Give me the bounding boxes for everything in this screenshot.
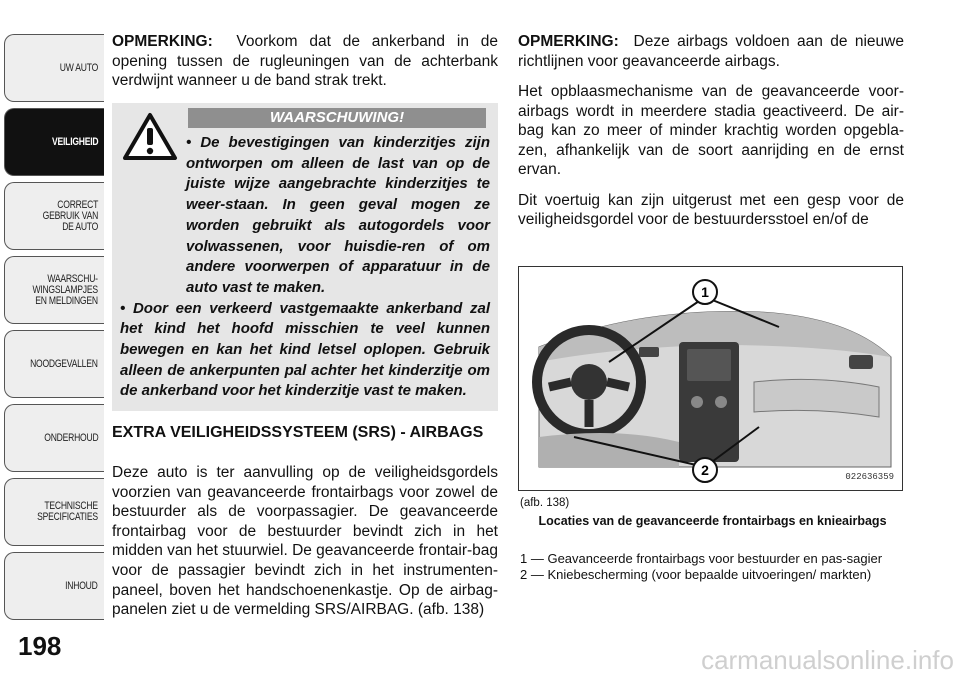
warning-text (120, 133, 490, 402)
chapter-sidebar (0, 0, 100, 678)
note-label: OPMERKING: (518, 33, 619, 50)
tab-correct-gebruik[interactable] (4, 182, 104, 250)
warning-header: WAARSCHUWING! (188, 108, 486, 128)
tab-label: UW AUTO (59, 61, 98, 74)
tab-label: TECHNISCHE SPECIFICATIES (37, 500, 98, 523)
figure-reference: (afb. 138) (520, 497, 570, 509)
legend-item: 1 — Geavanceerde frontairbags voor bestuurder en pas-sagier (520, 551, 883, 566)
left-note (112, 32, 498, 91)
note-text: Voorkom dat de ankerband in de opening tussen de rugleuningen van de achterbank verdwijnt wanneer u de band strak trekt. (112, 33, 498, 89)
tab-waarschuwingslampjes[interactable] (4, 256, 104, 324)
tab-inhoud[interactable] (4, 552, 104, 620)
warning-bullet-1: • De bevestigingen van kinderzitjes zijn ontworpen om alleen de last van op de juiste wijze aangebrachte kinderzitjes te weer-staan. In geen geval mogen ze worden gebruikt als autogordels voor volwassenen, voor huisdie-ren of om andere voorwerpen of apparatuur in de auto vast te maken. (186, 134, 490, 296)
figure-caption: Locaties van de geavanceerde frontairbags en knieairbags (538, 514, 887, 528)
dashboard-figure (518, 266, 903, 491)
figure-code: 022636359 (845, 472, 894, 482)
tab-uw-auto[interactable] (4, 34, 104, 102)
page-number: 198 (18, 631, 62, 661)
tab-label: INHOUD (65, 579, 98, 592)
callout-2: 2 (701, 462, 709, 478)
figure-legend (520, 552, 905, 584)
paragraph: Dit voertuig kan zijn uitgerust met een gesp voor de veiligheidsgordel voor de bestuurdersstoel en/of de (518, 191, 904, 228)
tab-label: CORRECT GEBRUIK VAN DE AUTO (42, 198, 98, 233)
tab-label: ONDERHOUD (43, 431, 98, 444)
tab-label: NOODGEVALLEN (30, 357, 98, 370)
section-title: EXTRA VEILIGHEIDSSYSTEEM (SRS) - AIRBAGS (112, 424, 484, 441)
tab-veiligheid[interactable] (4, 108, 104, 176)
tab-noodgevallen[interactable] (4, 330, 104, 398)
section-body: Deze auto is ter aanvulling op de veiligheidsgordels voorzien van geavanceerde frontairbags voor zowel de bestuurder als de voorpassagier. De geavanceerde frontairbag voor de bestuurder bevindt zich in het midden van het stuurwiel. De geavanceerde frontair-bag voor de passagier bevindt zich in het instrumenten-paneel, boven het handschoenenkastje. Op de airbag-panelen ziet u de vermelding SRS/AIRBAG. (afb. 138) (112, 464, 499, 619)
tab-technische-specificaties[interactable] (4, 478, 104, 546)
legend-item: 2 — Kniebescherming (voor bepaalde uitvoeringen/ markten) (520, 567, 872, 582)
dashboard-illustration (519, 267, 902, 490)
watermark: carmanualsonline.info (701, 645, 954, 675)
tab-label: VEILIGHEID (51, 135, 98, 148)
callout-1: 1 (701, 284, 709, 300)
note-label: OPMERKING: (112, 33, 213, 50)
warning-bullet-2: • Door een verkeerd vastgemaakte ankerband zal het kind het hoofd misschien te veel kunnen bewegen en kan het kind letsel oplopen. Gebruik alleen de ankerpunten pal achter het kinderzitje om de ankerband voor het kinderzitje vast te maken. (120, 299, 490, 400)
note-text: Deze airbags voldoen aan de nieuwe richtlijnen voor geavanceerde airbags. (518, 33, 904, 70)
paragraph: Het opblaasmechanisme van de geavanceerde voor-airbags wordt in meerdere stadia geactiveerd. De air-bag kan zo meer of minder krachtig worden opgebla-zen, afhankelijk van de soort aanrijding en de ernst ervan. (518, 83, 904, 178)
tab-onderhoud[interactable] (4, 404, 104, 472)
right-column (518, 32, 904, 241)
tab-label: WAARSCHU- WINGSLAMPJES EN MELDINGEN (32, 272, 98, 307)
